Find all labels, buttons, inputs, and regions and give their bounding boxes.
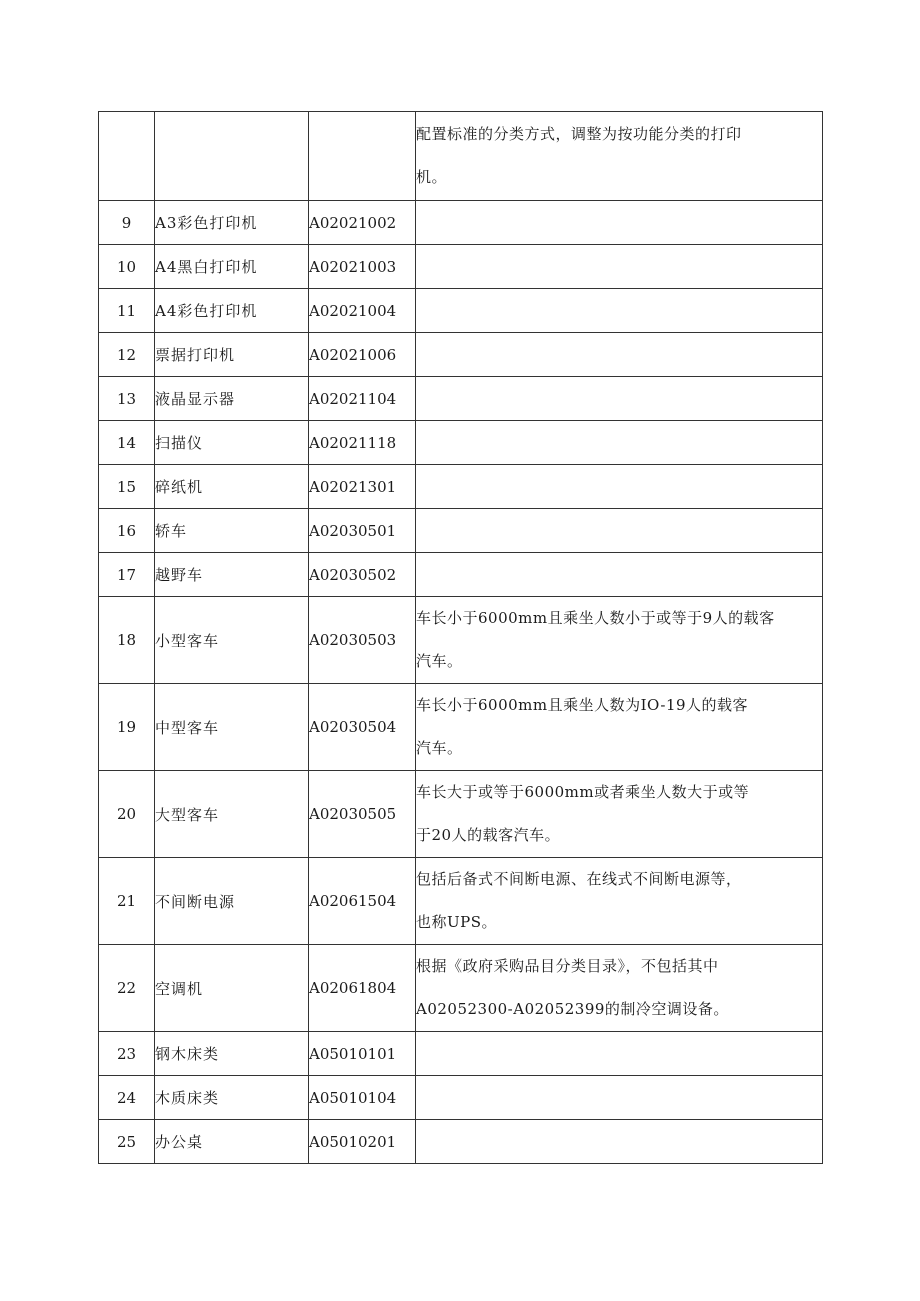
note-line: 包括后备式不间断电源、在线式不间断电源等， [416,870,742,888]
item-code-cell: A02030503 [309,597,416,684]
item-name-cell: 大型客车 [155,771,309,858]
row-number-cell: 13 [99,377,155,421]
item-code-cell: A02021118 [309,421,416,465]
item-note-cell [416,597,823,684]
item-name-cell: 空调机 [155,945,309,1032]
item-note-cell [416,112,823,201]
row-number-cell: 24 [99,1076,155,1120]
item-code-cell: A02030504 [309,684,416,771]
item-name-cell: 办公桌 [155,1120,309,1164]
table-row [99,1076,823,1120]
document-page [98,111,822,1164]
row-number-cell: 11 [99,289,155,333]
item-name-cell: 木质床类 [155,1076,309,1120]
item-note-cell [416,945,823,1032]
note-line: 机。 [416,168,448,186]
item-note-cell [416,684,823,771]
note-line: 根据《政府采购品目分类目录》，不包括其中 [416,957,719,975]
note-line: 汽车。 [416,652,463,670]
row-number-cell: 9 [99,201,155,245]
row-number-cell: 21 [99,858,155,945]
item-note-cell [416,509,823,553]
item-note-cell [416,771,823,858]
item-name-cell: 扫描仪 [155,421,309,465]
item-note-cell [416,289,823,333]
table-row [99,771,823,858]
note-line: 于20人的载客汽车。 [416,826,561,844]
table-row [99,333,823,377]
item-code-cell: A02021002 [309,201,416,245]
row-number-cell: 14 [99,421,155,465]
table-row [99,465,823,509]
item-name-cell: 液晶显示器 [155,377,309,421]
item-note-cell [416,1120,823,1164]
item-code-cell: A02021006 [309,333,416,377]
item-name-cell: 中型客车 [155,684,309,771]
row-number-cell: 20 [99,771,155,858]
item-name-cell: 轿车 [155,509,309,553]
table-row [99,289,823,333]
item-name-cell [155,112,309,201]
table-row [99,1032,823,1076]
item-code-cell: A05010104 [309,1076,416,1120]
item-code-cell: A02030505 [309,771,416,858]
note-line: 配置标准的分类方式，调整为按功能分类的打印 [416,125,742,143]
row-number-cell: 10 [99,245,155,289]
table-row [99,377,823,421]
note-line: A02052300-A02052399的制冷空调设备。 [416,1000,729,1018]
row-number-cell: 22 [99,945,155,1032]
item-note-cell [416,377,823,421]
item-note-cell [416,465,823,509]
item-note-cell [416,245,823,289]
table-row-continuation [99,112,823,201]
row-number-cell: 15 [99,465,155,509]
item-code-cell: A02030501 [309,509,416,553]
item-name-cell: 钢木床类 [155,1032,309,1076]
note-line: 也称UPS。 [416,913,498,931]
table-row [99,509,823,553]
item-code-cell: A02030502 [309,553,416,597]
item-name-cell: 票据打印机 [155,333,309,377]
table-row [99,245,823,289]
item-name-cell: A3彩色打印机 [155,201,309,245]
item-code-cell: A02021301 [309,465,416,509]
row-number-cell: 16 [99,509,155,553]
item-note-cell [416,201,823,245]
item-code-cell: A05010101 [309,1032,416,1076]
row-number-cell [99,112,155,201]
item-name-cell: 不间断电源 [155,858,309,945]
item-code-cell: A02021104 [309,377,416,421]
row-number-cell: 18 [99,597,155,684]
item-note-cell [416,1076,823,1120]
note-line: 汽车。 [416,739,463,757]
note-line: 车长小于6000mm且乘坐人数为IO-19人的载客 [416,696,749,714]
item-note-cell [416,858,823,945]
item-code-cell: A02061504 [309,858,416,945]
table-row [99,684,823,771]
item-name-cell: A4彩色打印机 [155,289,309,333]
item-note-cell [416,333,823,377]
table-row [99,597,823,684]
item-name-cell: 小型客车 [155,597,309,684]
table-row [99,858,823,945]
item-note-cell [416,1032,823,1076]
item-name-cell: 碎纸机 [155,465,309,509]
item-code-cell [309,112,416,201]
row-number-cell: 23 [99,1032,155,1076]
note-line: 车长大于或等于6000mm或者乘坐人数大于或等 [416,783,750,801]
item-code-cell: A05010201 [309,1120,416,1164]
item-name-cell: 越野车 [155,553,309,597]
item-code-cell: A02021004 [309,289,416,333]
row-number-cell: 12 [99,333,155,377]
item-note-cell [416,553,823,597]
row-number-cell: 17 [99,553,155,597]
row-number-cell: 19 [99,684,155,771]
row-number-cell: 25 [99,1120,155,1164]
item-code-cell: A02021003 [309,245,416,289]
table-row [99,201,823,245]
item-note-cell [416,421,823,465]
table-row [99,1120,823,1164]
table-body [99,112,823,1164]
item-code-cell: A02061804 [309,945,416,1032]
item-name-cell: A4黑白打印机 [155,245,309,289]
table-row [99,553,823,597]
table-row [99,421,823,465]
table-row [99,945,823,1032]
note-line: 车长小于6000mm且乘坐人数小于或等于9人的载客 [416,609,775,627]
procurement-catalog-table [98,111,823,1164]
